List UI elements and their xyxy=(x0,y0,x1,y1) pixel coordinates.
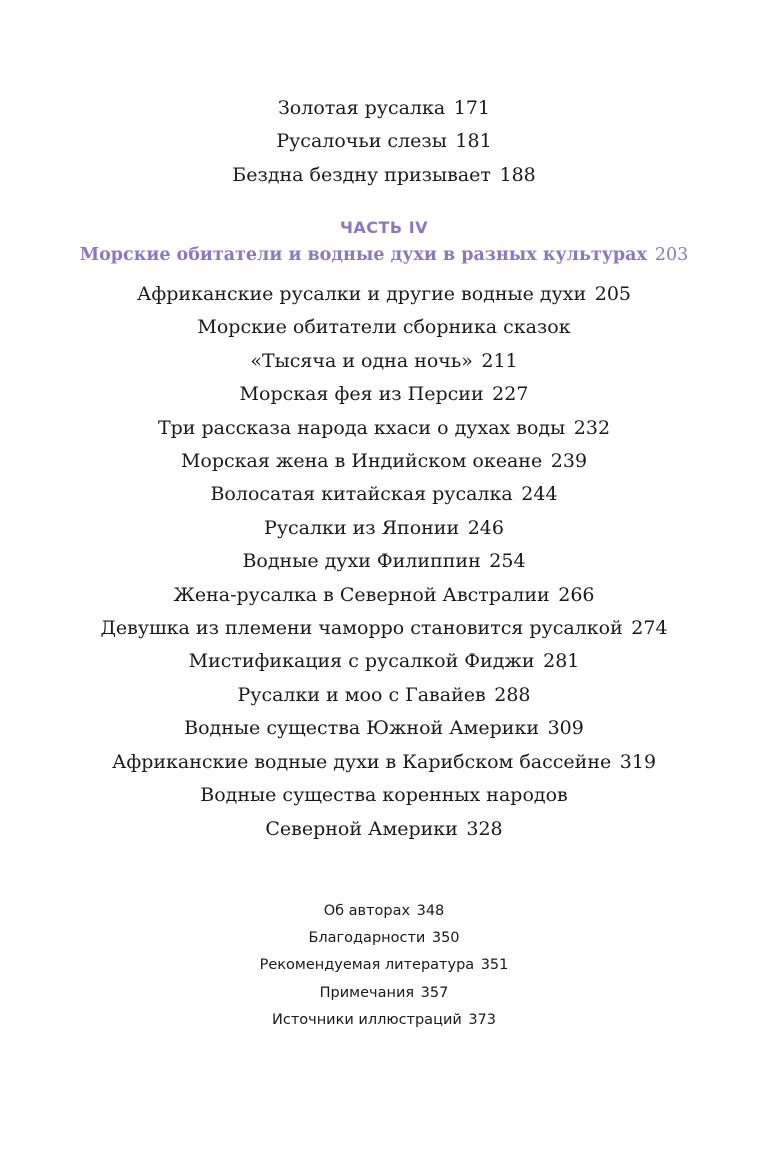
toc-entry-page: 351 xyxy=(480,957,509,974)
toc-entry xyxy=(0,512,768,545)
part-title: Морские обитатели и водные духи в разных культурах xyxy=(79,245,647,265)
toc-entry xyxy=(0,545,768,578)
toc-entry xyxy=(0,92,768,125)
toc-entry-page: 348 xyxy=(416,903,445,919)
toc-entry xyxy=(0,579,768,612)
toc-entry xyxy=(0,679,768,712)
toc-entry-title: Благодарности xyxy=(308,930,426,947)
toc-entry-page: 227 xyxy=(492,383,529,406)
toc-entry-page: 373 xyxy=(468,1011,496,1028)
toc-entry xyxy=(0,813,768,846)
toc-back-entry xyxy=(0,898,768,925)
toc-entry xyxy=(0,779,768,812)
toc-entry-page: 319 xyxy=(619,750,657,773)
toc-entry-title: «Тысяча и одна ночь» xyxy=(250,349,473,372)
toc-entry-page: 266 xyxy=(558,583,595,606)
toc-back-matter-list xyxy=(0,898,768,1034)
toc-entry-page: 205 xyxy=(594,283,631,305)
toc-entry-title: Жена-русалка в Северной Австралии xyxy=(173,583,550,606)
toc-entry-title: Северной Америки xyxy=(265,817,458,840)
toc-entry xyxy=(0,746,768,779)
toc-entry-page: 288 xyxy=(494,683,531,706)
toc-back-entry xyxy=(0,952,768,979)
toc-entry xyxy=(0,311,768,344)
toc-entry-page: 246 xyxy=(467,516,504,539)
toc-main-list xyxy=(0,278,768,846)
toc-entry-title: Мистификация с русалкой Фиджи xyxy=(188,650,535,673)
toc-entry-title: Рекомендуемая литература xyxy=(259,957,475,974)
toc-entry xyxy=(0,712,768,745)
toc-entry-title: Волосатая китайская русалка xyxy=(210,483,513,506)
toc-entry-title: Африканские русалки и другие водные духи xyxy=(137,283,587,305)
toc-entry xyxy=(0,125,768,158)
toc-entry-title: Русалочьи слезы xyxy=(276,130,447,153)
toc-entry-title: Морская жена в Индийском океане xyxy=(180,450,543,473)
toc-entry xyxy=(0,412,768,445)
part-heading xyxy=(0,214,768,268)
toc-entry-title: Три рассказа народа кхаси о духах воды xyxy=(157,416,566,439)
toc-entry-title: Бездна бездну призывает xyxy=(232,163,491,186)
toc-entry-page: 357 xyxy=(420,984,449,1001)
part-page: 203 xyxy=(654,245,689,265)
part-title-line xyxy=(0,242,768,268)
toc-back-entry xyxy=(0,925,768,952)
toc-entry xyxy=(0,612,768,645)
toc-entry xyxy=(0,378,768,411)
toc-entry-page: 244 xyxy=(521,483,558,506)
toc-entry-page: 274 xyxy=(631,617,668,640)
toc-entry-title: Об авторах xyxy=(323,903,411,919)
toc-entry-page: 239 xyxy=(550,450,588,473)
toc-back-entry xyxy=(0,980,768,1007)
toc-entry-title: Африканские водные духи в Карибском бассейне xyxy=(111,750,612,773)
toc-entry-page: 281 xyxy=(543,650,580,673)
toc-entry-page: 328 xyxy=(466,817,503,840)
toc-entry-title: Морская фея из Персии xyxy=(239,383,484,406)
toc-entry-title: Водные существа Южной Америки xyxy=(184,717,540,740)
toc-entry-title: Русалки и моо с Гавайев xyxy=(237,683,486,706)
toc-top-list xyxy=(0,92,768,192)
toc-entry-page: 181 xyxy=(455,130,492,153)
toc-entry-title: Источники иллюстраций xyxy=(272,1011,462,1028)
toc-back-entry xyxy=(0,1007,768,1034)
toc-entry-page: 211 xyxy=(481,349,518,372)
toc-entry xyxy=(0,278,768,311)
toc-entry-page: 188 xyxy=(499,163,536,186)
toc-entry xyxy=(0,645,768,678)
toc-entry xyxy=(0,345,768,378)
toc-entry-title: Водные существа коренных народов xyxy=(200,784,568,807)
toc-entry-title: Морские обитатели сборника сказок xyxy=(197,316,571,339)
toc-entry-title: Водные духи Филиппин xyxy=(242,550,481,573)
toc-entry-title: Золотая русалка xyxy=(277,97,446,119)
toc-entry xyxy=(0,478,768,511)
toc-entry-title: Девушка из племени чаморро становится русалкой xyxy=(100,617,623,640)
part-label: ЧАСТЬ IV xyxy=(339,218,429,237)
toc-entry-page: 350 xyxy=(431,930,460,947)
toc-entry-title: Примечания xyxy=(319,984,415,1001)
toc-entry-page: 171 xyxy=(453,97,491,119)
toc-entry-page: 232 xyxy=(573,416,611,439)
toc-entry-page: 254 xyxy=(489,550,526,573)
toc-entry xyxy=(0,159,768,192)
toc-entry-page: 309 xyxy=(547,717,584,740)
toc-entry-title: Русалки из Японии xyxy=(264,516,460,539)
toc-entry xyxy=(0,445,768,478)
